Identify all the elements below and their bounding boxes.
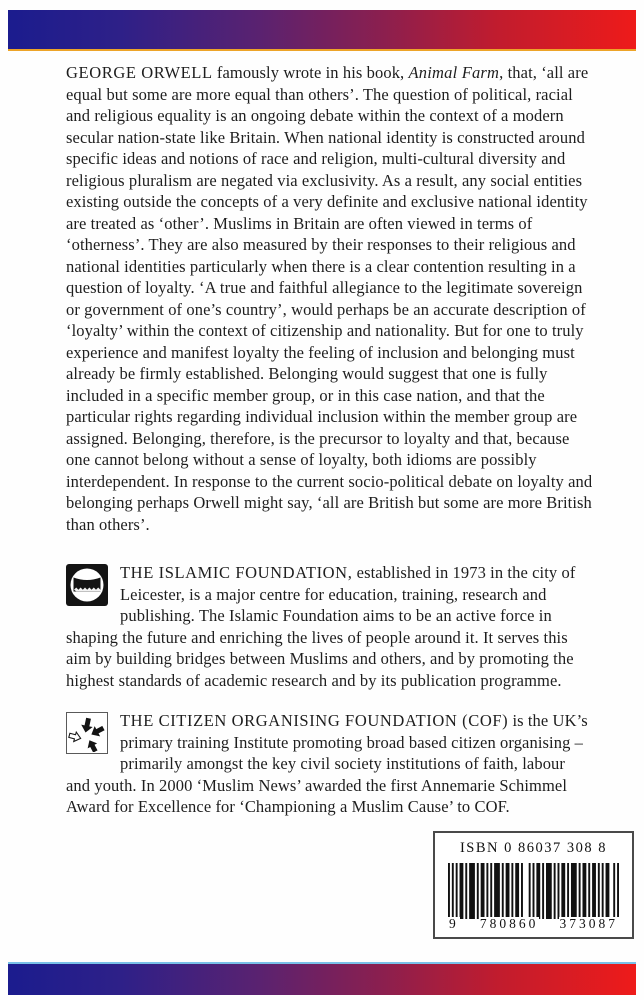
book-title-italic: Animal Farm	[408, 63, 500, 82]
kaaba-in-circle-icon	[66, 564, 108, 606]
isbn-barcode-box	[433, 831, 634, 939]
islamic-foundation-paragraph	[66, 562, 593, 691]
isbn-digits	[448, 917, 619, 931]
synopsis-paragraph	[66, 62, 593, 535]
cof-section	[66, 710, 593, 818]
synopsis-text-1: famously wrote in his book,	[212, 63, 409, 82]
isbn-digit-group-left: 9	[449, 916, 459, 931]
cof-lead: THE CITIZEN ORGANISING FOUNDATION (COF)	[120, 711, 509, 730]
cof-text: is the UK’s primary training Institute promoting broad based citizen organising – primarily amongst the key civil society institutions of faith, labour and youth. In 2000 ‘Muslim News’ awarded the first Annemarie Schimmel Award for Excellence for ‘Championing a Muslim Cause’ to COF.	[66, 711, 588, 816]
isbn-digit-group-right: 373087	[559, 916, 618, 931]
islamic-foundation-lead: THE ISLAMIC FOUNDATION,	[120, 563, 353, 582]
ean13-barcode	[448, 863, 619, 929]
synopsis-lead: GEORGE ORWELL	[66, 63, 213, 82]
converging-arrows-icon	[66, 712, 108, 754]
cof-paragraph	[66, 710, 593, 818]
cof-logo	[66, 712, 108, 754]
isbn-digit-group-mid: 780860	[479, 916, 539, 931]
islamic-foundation-text: established in 1973 in the city of Leicester, is a major centre for education, training, research and publishing. The Islamic Foundation aims to be an active force in shaping the future and enriching the lives of people around it. It serves this aim by building bridges between Muslims and others, and by promoting the highest standards of academic research and by its publication programme.	[66, 563, 576, 690]
islamic-foundation-section	[66, 562, 593, 691]
top-gradient-band	[8, 10, 636, 51]
isbn-label: ISBN 0 86037 308 8	[459, 840, 608, 856]
back-cover-text	[66, 62, 593, 837]
islamic-foundation-logo	[66, 564, 108, 606]
synopsis-text-2: , that, ‘all are equal but some are more equal than others’. The question of political, racial and religious equality is an ongoing debate within the context of a modern secular nation-state like Britain. When national identity is constructed around specific ideas and notions of race and religion, multi-cultural diversity and religious pluralism are negated via exclusivity. As a result, any social entities existing outside the concepts of a very definite and exclusive national identity are treated as ‘other’. Muslims in Britain are often viewed in terms of ‘otherness’. They are also measured by their responses to their religious and national identities particularly when there is a clear contention resulting in a question of loyalty. ‘A true and faithful allegiance to the legitimate sovereign or government of one’s country’, would perhaps be an accurate description of ‘loyalty’ within the context of citizenship and nationality. But for one to truly experience and manifest loyalty the feeling of inclusion and belonging must already be firmly established. Belonging would suggest that one is fully included in a specific member group, or in this case nation, and that the particular rights regarding individual inclusion within the member group are assigned. Belonging, therefore, is the precursor to loyalty and that, because one cannot belong without a sense of loyalty, both idioms are possibly interdependent. In response to the current socio-political debate on loyalty and belonging perhaps Orwell might say, ‘all are British but some are more British than others’.	[66, 63, 593, 534]
bottom-gradient-band	[8, 962, 636, 995]
